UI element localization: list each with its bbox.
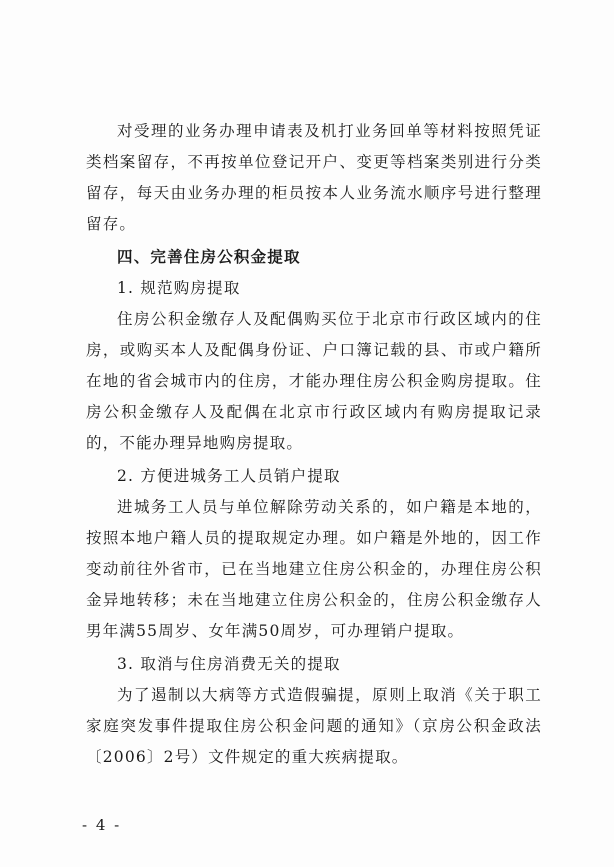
paragraph-cancel-unrelated-withdrawal: 为了遏制以大病等方式造假骗提，原则上取消《关于职工家庭突发事件提取住房公积金问题的通知》（京房公积金政法〔2006〕2号）文件规定的重大疾病提取。 bbox=[86, 686, 542, 766]
subheading-purchase-withdrawal: 1. 规范购房提取 bbox=[117, 279, 241, 297]
page-number: - 4 - bbox=[82, 816, 122, 834]
subheading-cancel-unrelated-withdrawal: 3. 取消与住房消费无关的提取 bbox=[117, 655, 341, 673]
paragraph-migrant-worker-withdrawal: 进城务工人员与单位解除劳动关系的，如户籍是本地的，按照本地户籍人员的提取规定办理。如户籍是外地的，因工作变动前往外省市，已在当地建立住房公积金的，办理住房公积金异地转移；未在当地建立住房公积金的，住房公积金缴存人男年满55周岁、女年满50周岁，可办理销户提取。 bbox=[86, 498, 542, 640]
paragraph-purchase-withdrawal: 住房公积金缴存人及配偶购买位于北京市行政区域内的住房，或购买本人及配偶身份证、户口簿记载的县、市或户籍所在地的省会城市内的住房，才能办理住房公积金购房提取。住房公积金缴存人及配偶在北京市行政区域内有购房提取记录的，不能办理异地购房提取。 bbox=[86, 310, 542, 452]
paragraph-archive-storage: 对受理的业务办理申请表及机打业务回单等材料按照凭证类档案留存，不再按单位登记开户、变更等档案类别进行分类留存，每天由业务办理的柜员按本人业务流水顺序号进行整理留存。 bbox=[86, 122, 542, 233]
document-body bbox=[86, 116, 542, 775]
subheading-migrant-worker-withdrawal: 2. 方便进城务工人员销户提取 bbox=[117, 467, 341, 485]
section-heading-housing-fund-withdrawal: 四、完善住房公积金提取 bbox=[117, 248, 301, 266]
